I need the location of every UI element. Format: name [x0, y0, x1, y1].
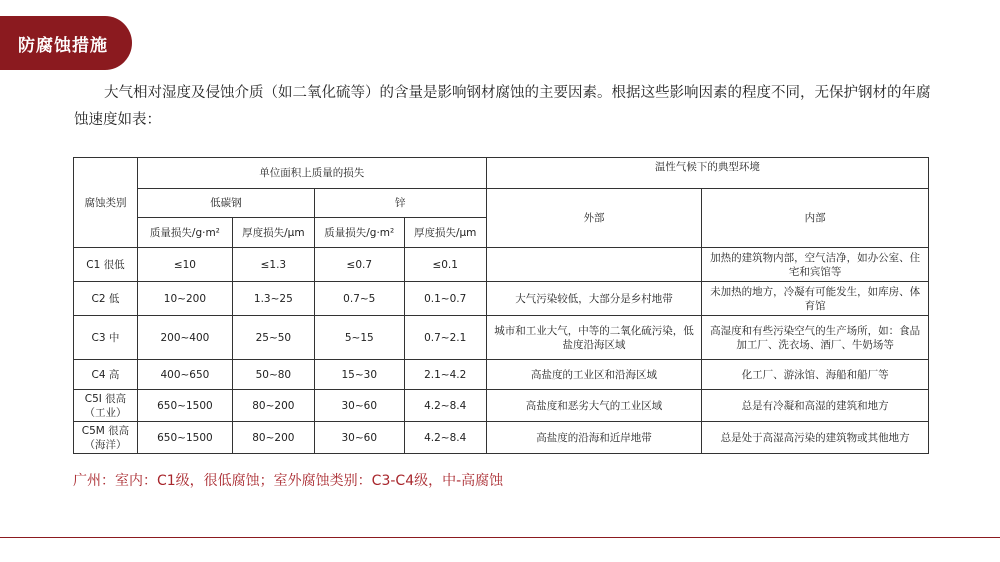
intro-text: 大气相对湿度及侵蚀介质（如二氧化硫等）的含量是影响钢材腐蚀的主要因素。根据这些影响因素的程度不同，无保护钢材的年腐蚀速度如表：: [74, 85, 931, 128]
cell-zinc-thickness: ≤0.1: [404, 248, 486, 282]
table-row: [74, 282, 929, 316]
header-row-1: [74, 158, 929, 189]
cell-steel-mass: 400~650: [137, 360, 232, 390]
cell-outdoor: 大气污染较低，大部分是乡村地带: [486, 282, 702, 316]
header-mass-loss: 单位面积上质量的损失: [137, 158, 486, 189]
cell-indoor: 总是处于高湿高污染的建筑物或其他地方: [702, 422, 929, 454]
cell-zinc-mass: 15~30: [314, 360, 404, 390]
header-zinc-mass-loss: 质量损失/g·m²: [314, 218, 404, 248]
header-indoor: 内部: [702, 189, 929, 248]
cell-zinc-thickness: 4.2~8.4: [404, 390, 486, 422]
cell-indoor: 总是有冷凝和高湿的建筑和地方: [702, 390, 929, 422]
cell-steel-thickness: 80~200: [232, 390, 314, 422]
cell-steel-thickness: ≤1.3: [232, 248, 314, 282]
cell-category: C5I 很高（工业）: [74, 390, 138, 422]
cell-zinc-thickness: 4.2~8.4: [404, 422, 486, 454]
corrosion-rate-table: [73, 157, 929, 454]
cell-steel-mass: 650~1500: [137, 390, 232, 422]
intro-paragraph: [74, 80, 934, 134]
header-environment: 温性气候下的典型环境: [486, 158, 928, 189]
cell-category: C1 很低: [74, 248, 138, 282]
cell-category: C5M 很高（海洋）: [74, 422, 138, 454]
cell-outdoor: 高盐度的工业区和沿海区域: [486, 360, 702, 390]
cell-outdoor: 城市和工业大气，中等的二氧化硫污染，低盐度沿海区域: [486, 316, 702, 360]
table-row: [74, 360, 929, 390]
cell-zinc-mass: ≤0.7: [314, 248, 404, 282]
cell-outdoor: [486, 248, 702, 282]
header-zinc-thickness-loss: 厚度损失/μm: [404, 218, 486, 248]
cell-outdoor: 高盐度的沿海和近岸地带: [486, 422, 702, 454]
table-row: [74, 390, 929, 422]
cell-steel-mass: 650~1500: [137, 422, 232, 454]
cell-steel-thickness: 80~200: [232, 422, 314, 454]
cell-indoor: 高湿度和有些污染空气的生产场所，如：食品加工厂、洗衣场、酒厂、牛奶场等: [702, 316, 929, 360]
table-row: [74, 316, 929, 360]
cell-category: C4 高: [74, 360, 138, 390]
header-zinc: 锌: [314, 189, 486, 218]
table-row: [74, 248, 929, 282]
header-category: 腐蚀类别: [74, 158, 138, 248]
header-row-2: [74, 189, 929, 218]
cell-zinc-thickness: 0.7~2.1: [404, 316, 486, 360]
cell-indoor: 未加热的地方，冷凝有可能发生，如库房、体育馆: [702, 282, 929, 316]
header-outdoor: 外部: [486, 189, 702, 248]
cell-zinc-thickness: 0.1~0.7: [404, 282, 486, 316]
section-title-tab: [0, 16, 132, 70]
cell-category: C3 中: [74, 316, 138, 360]
header-low-carbon-steel: 低碳钢: [137, 189, 314, 218]
table-row: [74, 422, 929, 454]
header-steel-mass-loss: 质量损失/g·m²: [137, 218, 232, 248]
guangzhou-note: 广州：室内：C1级，很低腐蚀；室外腐蚀类别：C3-C4级，中-高腐蚀: [73, 473, 504, 489]
cell-zinc-thickness: 2.1~4.2: [404, 360, 486, 390]
header-steel-thickness-loss: 厚度损失/μm: [232, 218, 314, 248]
cell-steel-mass: ≤10: [137, 248, 232, 282]
cell-indoor: 加热的建筑物内部，空气洁净，如办公室、住宅和宾馆等: [702, 248, 929, 282]
cell-zinc-mass: 30~60: [314, 422, 404, 454]
cell-zinc-mass: 30~60: [314, 390, 404, 422]
cell-outdoor: 高盐度和恶劣大气的工业区域: [486, 390, 702, 422]
cell-zinc-mass: 0.7~5: [314, 282, 404, 316]
footer-divider: [0, 537, 1000, 538]
cell-steel-thickness: 50~80: [232, 360, 314, 390]
cell-zinc-mass: 5~15: [314, 316, 404, 360]
cell-indoor: 化工厂、游泳馆、海船和船厂等: [702, 360, 929, 390]
page-title: 防腐蚀措施: [18, 35, 108, 56]
cell-steel-thickness: 25~50: [232, 316, 314, 360]
cell-steel-mass: 10~200: [137, 282, 232, 316]
cell-category: C2 低: [74, 282, 138, 316]
cell-steel-mass: 200~400: [137, 316, 232, 360]
cell-steel-thickness: 1.3~25: [232, 282, 314, 316]
